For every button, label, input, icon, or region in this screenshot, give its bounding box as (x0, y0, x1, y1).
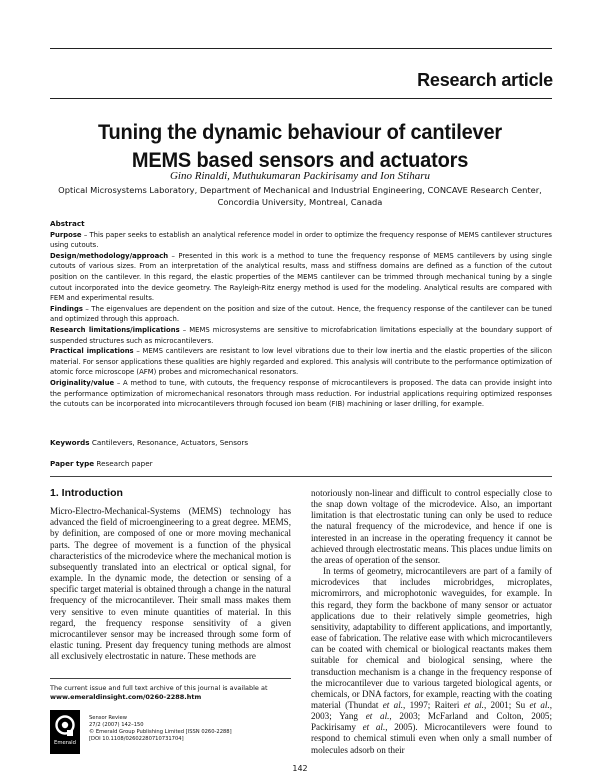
intro-paragraph-1: Micro-Electro-Mechanical-Systems (MEMS) technology has advanced the field of microengineering to a great degree. MEMS, by definition, are composed of one or more moving mechanical parts. The degree of movement is a function of the physical characteristics of the microdevice where the mechanical motion is subsequently translated into an electrical or optical signal, for example. In the dynamic mode, the detection or sensing of a specific target material is obtained through a change in the natural frequency of the microcantilever. Their small mass makes them very sensitive to even minute quantities of material. In this regard, the frequency response sensitivity of a given microcantilever sensor may be increased through some form of elastic tuning. Present day frequency tuning methods are almost all exclusively electrostatic in nature. These methods are (50, 506, 291, 662)
et-al-2: et al. (463, 699, 484, 710)
affiliation-line-2: Concordia University, Montreal, Canada (217, 197, 383, 207)
title-line-1: Tuning the dynamic behaviour of cantilever (97, 120, 502, 144)
p2-part-d: , 2003; Yang (311, 699, 553, 722)
abstract-purpose (50, 230, 552, 251)
right-column (311, 488, 552, 756)
p2-part-a: In terms of geometry, microcantilevers are part of a family of microdevices that includes microbridges, microplates, micromirrors, and microphotonic waveguides, for example. In this regard, they form the backbone of many sensor or actuator applications due to their relatively simple geometries, high sensitivity, adaptability to different applications, and importantly, ease of fabrication. The relative ease with which microcantilevers can be coated with chemical or biological reactants makes them suitable for chemical and biological sensing, where the transduction mechanism is a change in the frequency response of the microcantilever due to various targeted biological agents, or chemicals, or DNA factors, for example, reacting with the coating material (Thundat (311, 566, 552, 710)
intro-paragraph-continued: notoriously non-linear and difficult to control especially close to the snap down voltage of the microdevice. Also, an important limitation is that electrostatic tuning can only be used to reduce the natural frequency of the microdevice, and hence if one is interested in an increase in the operating frequency it cannot be achieved through electrostatic means. This places undue limits on the areas of operation of the sensor. (311, 488, 552, 565)
purpose-label: Purpose (50, 230, 82, 239)
emerald-logo-icon (55, 714, 75, 738)
practical-text: – MEMS cantilevers are resistant to low level vibrations due to their low inertia and the elastic properties of the silicon material. For sensor applications these qualities are highly regarded and explored. This analysis will contribute to the performance optimization of atomic force microscope (AFM) probes and micromechanical resonators. (50, 347, 552, 377)
limitations-text: – MEMS microsystems are sensitive to microfabrication limitations especially at the boundary support of suspended structures such as microcantilevers. (50, 325, 553, 345)
journal-doi: [DOI 10.1108/02602280710731704] (89, 736, 184, 743)
section-rule (50, 98, 552, 99)
p2-part-f: , 2005). Microcantilevers were found to respond to chemical stimuli even when only a small number of molecules adsorb on their (311, 722, 552, 755)
et-al-5: et al. (362, 722, 386, 733)
archive-text: The current issue and full text archive of this journal is available at (50, 684, 268, 692)
journal-name: Sensor Review (89, 715, 127, 721)
findings-text: – The eigenvalues are dependent on the position and size of the cutout. Hence, the frequency response of the cantilever can be tuned and optimized through this approach. (50, 304, 552, 324)
paper-title (58, 118, 542, 174)
keywords-text: Cantilevers, Resonance, Actuators, Sensors (89, 438, 249, 447)
journal-info (89, 715, 232, 743)
design-text: – Presented in this work is a method to tune the frequency response of MEMS cantilevers by using single cutouts of various sizes. From an interpretation of the analytical results, mass and stiffness domains are defined as a function of the cutout position on the cantilever. In this regard, the elastic properties of the MEMS cantilever can be trimmed through mechanical tuning by a single cutout incorporated into the device geometry. The Rayleigh-Ritz energy method is used for the modeling. Analytical results are compared with FEM and experimental results. (50, 251, 552, 303)
practical-label: Practical implications (50, 347, 134, 356)
abstract-heading: Abstract (50, 219, 85, 228)
footer-rule (50, 678, 291, 679)
abstract-limitations (50, 325, 552, 346)
journal-volume: 27/2 (2007) 142–150 (89, 722, 144, 729)
section-label: Research article (417, 70, 553, 90)
et-al-1: et al. (382, 699, 403, 710)
title-line-2: MEMS based sensors and actuators (131, 148, 469, 172)
authors: Gino Rinaldi, Muthukumaran Packirisamy and Ion Stiharu (169, 170, 430, 182)
left-column (50, 488, 291, 662)
limitations-label: Research limitations/implications (50, 325, 180, 334)
abstract-originality (50, 378, 552, 410)
p2-part-e: , 2003; McFarland and Colton, 2005; Packirisamy (311, 711, 552, 733)
abstract (50, 219, 552, 410)
emerald-logo (50, 710, 80, 754)
top-rule (50, 48, 552, 49)
purpose-text: – This paper seeks to establish an analytical reference model in order to optimize the frequency response of MEMS cantilever structures using cutouts. (50, 230, 552, 250)
abstract-practical (50, 346, 552, 378)
journal-publisher: © Emerald Group Publishing Limited [ISSN 0260-2288] (89, 729, 232, 736)
paper-type-label: Paper type (50, 459, 95, 468)
keywords-label: Keywords (50, 438, 90, 447)
et-al-3: et al. (529, 699, 550, 710)
originality-text: – A method to tune, with cutouts, the frequency response of microcantilevers is proposed. The data can provide insight into the performance optimization of micromechanical resonators through mass reduction. For industrial applications requiring optimized responses the cutouts can be incorporated into microcantilevers through focused ion beam (FIB) machining or laser drilling, for example. (50, 378, 552, 409)
keywords (50, 438, 248, 447)
affiliation-line-1: Optical Microsystems Laboratory, Department of Mechanical and Industrial Engineering, CONCAVE Research Center, (58, 185, 542, 195)
affiliation (40, 184, 560, 208)
intro-heading: 1. Introduction (50, 487, 123, 499)
originality-label: Originality/value (50, 378, 115, 387)
design-label: Design/methodology/approach (50, 251, 169, 260)
intro-paragraph-2 (311, 566, 552, 756)
archive-link[interactable]: www.emeraldinsight.com/0260-2288.htm (50, 693, 202, 701)
p2-part-b: , 1997; Raiteri (403, 699, 464, 710)
abstract-design (50, 251, 552, 304)
page-number: 142 (292, 764, 308, 773)
abstract-findings (50, 304, 552, 325)
p2-part-c: , 2001; Su (483, 699, 530, 710)
paper-type (50, 459, 153, 468)
emerald-logo-word: Emerald (53, 740, 77, 746)
archive-notice (50, 678, 291, 701)
et-al-4: et al. (365, 711, 390, 722)
findings-label: Findings (50, 304, 83, 313)
abstract-separator-rule (50, 476, 552, 477)
paper-type-text: Research paper (94, 459, 153, 468)
